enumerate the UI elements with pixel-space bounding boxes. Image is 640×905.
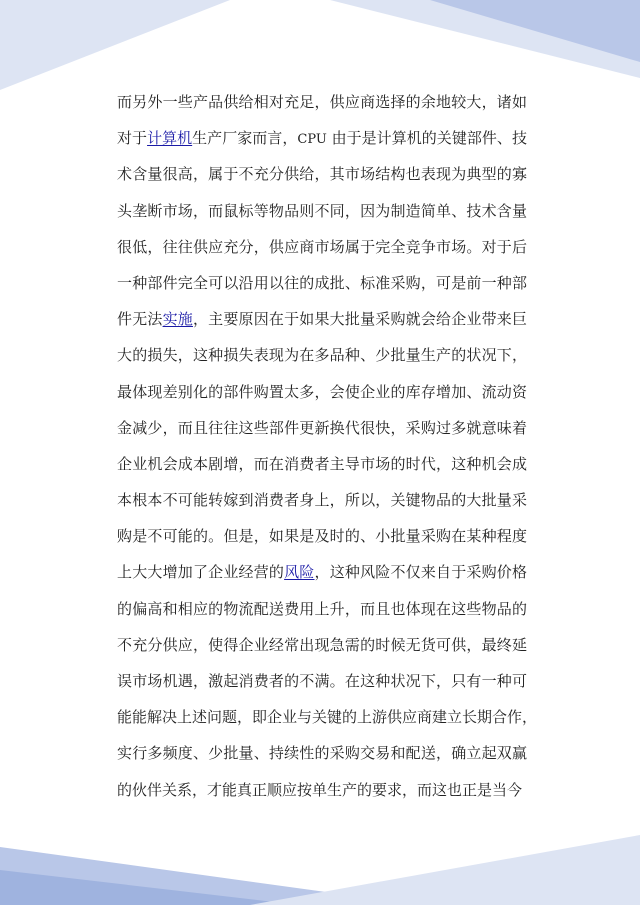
header-decoration: [0, 0, 640, 95]
text-run: 件无法: [117, 310, 163, 329]
text-run: 企业机会成本剧增，而在消费者主导市场的时代，这种机会成: [117, 454, 527, 473]
text-run: 的偏高和相应的物流配送费用上升，而且也体现在这些物品的: [117, 599, 527, 618]
text-line: [117, 627, 527, 663]
text-run: 能能解决上述问题，即企业与关键的上游供应商建立长期合作，: [117, 708, 538, 727]
text-run: 本根本不可能转嫁到消费者身上，所以，关键物品的大批量采: [117, 491, 527, 510]
document-body: [117, 84, 538, 808]
text-line: [117, 156, 527, 192]
text-run: 金减少，而且往往这些部件更新换代很快，采购过多就意味着: [117, 418, 527, 437]
text-line: [117, 772, 527, 808]
text-run: ，主要原因在于如果大批量采购就会给企业带来巨: [192, 310, 527, 329]
text-run: 由于是计算机的关键部件、技: [326, 129, 527, 148]
text-line: [117, 410, 527, 446]
text-run: 大的损失，这种损失表现为在多品种、少批量生产的状况下，: [117, 346, 527, 365]
text-line: [117, 663, 527, 699]
hyperlink[interactable]: 计算机: [147, 129, 193, 148]
text-line: [117, 374, 527, 410]
text-line: [117, 699, 538, 735]
text-line: [117, 229, 527, 265]
text-line: [117, 84, 527, 120]
text-run: 最体现差别化的部件购置太多，会使企业的库存增加、流动资: [117, 382, 527, 401]
text-run: 实行多频度、少批量、持续性的采购交易和配送，确立起双赢: [117, 744, 527, 763]
text-line: [117, 446, 527, 482]
text-run: 生产厂家而言，: [192, 129, 298, 148]
text-run: 不充分供应，使得企业经常出现急需的时候无货可供，最终延: [117, 635, 527, 654]
text-run-latin: CPU: [297, 132, 327, 148]
text-line: [117, 265, 527, 301]
hyperlink[interactable]: 风险: [284, 563, 315, 582]
text-line: [117, 591, 527, 627]
text-line: [117, 120, 527, 156]
text-line: [117, 193, 527, 229]
hyperlink[interactable]: 实施: [162, 310, 193, 329]
footer-decoration: [0, 825, 640, 905]
text-line: [117, 554, 527, 590]
text-line: [117, 518, 527, 554]
text-run: 一种部件完全可以沿用以往的成批、标准采购，可是前一种部: [117, 273, 527, 292]
text-run: 购是不可能的。但是，如果是及时的、小批量采购在某种程度: [117, 527, 527, 546]
text-run: 的伙伴关系，才能真正顺应按单生产的要求，而这也正是当今: [117, 780, 523, 799]
text-line: [117, 337, 527, 373]
text-run: 头垄断市场，而鼠标等物品则不同，因为制造简单、技术含量: [117, 201, 527, 220]
text-run: 误市场机遇，激起消费者的不满。在这种状况下，只有一种可: [117, 672, 527, 690]
text-run: 术含量很高，属于不充分供给，其市场结构也表现为典型的寡: [117, 165, 527, 184]
text-line: [117, 482, 527, 518]
text-run: 对于: [117, 129, 148, 148]
text-run: 而另外一些产品供给相对充足，供应商选择的余地较大，诸如: [117, 93, 527, 111]
text-run: 很低，往往供应充分，供应商市场属于完全竞争市场。对于后: [117, 237, 527, 256]
text-run: 上大大增加了企业经营的: [117, 563, 285, 582]
text-run: ，这种风险不仅来自于采购价格: [314, 563, 527, 582]
text-line: [117, 735, 527, 771]
text-line: [117, 301, 527, 337]
